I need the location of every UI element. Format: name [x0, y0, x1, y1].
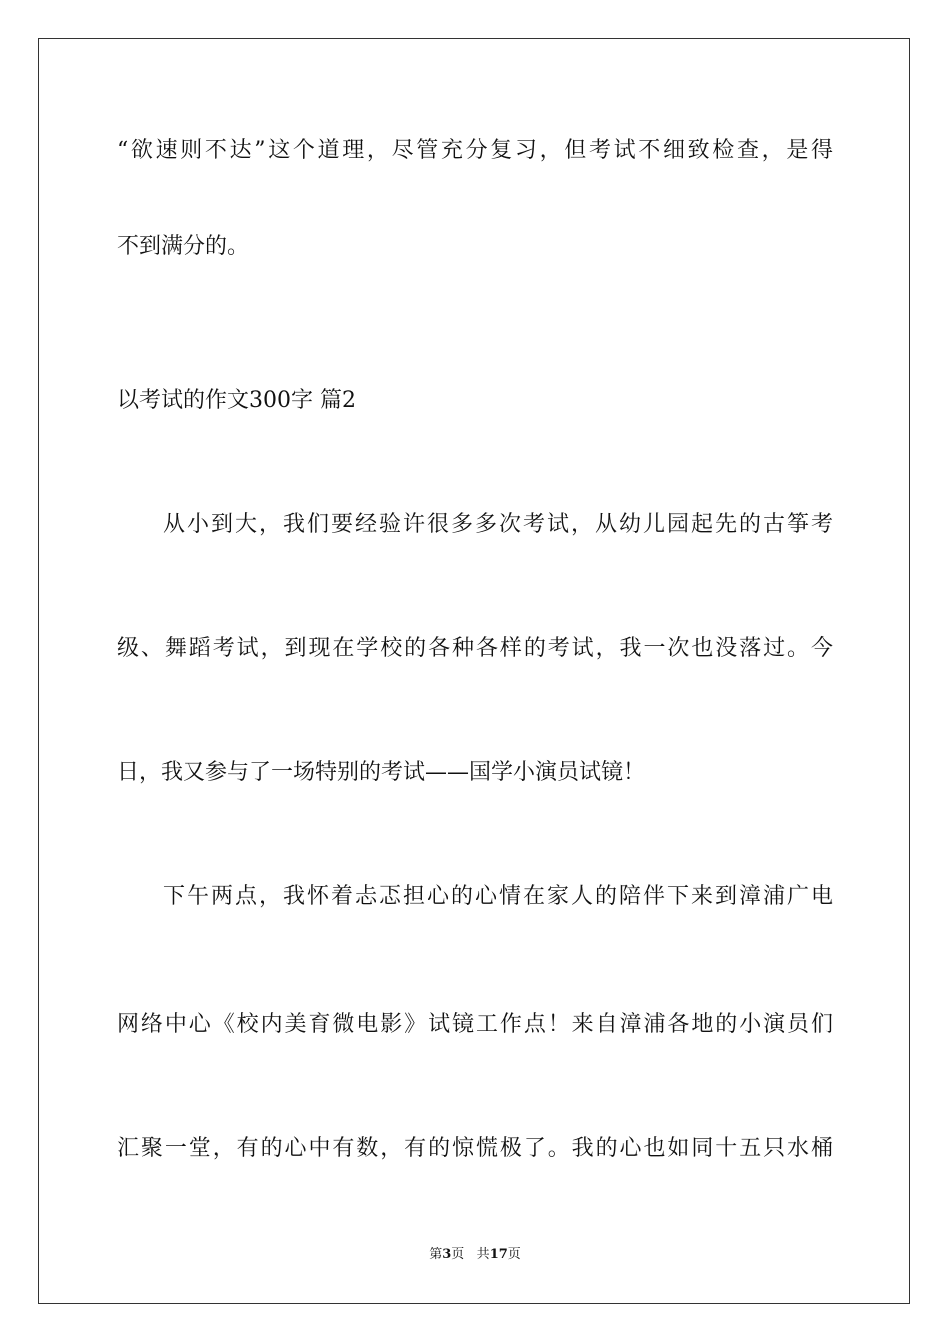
text-line-7: 网络中心《校内美育微电影》试镜工作点！来自漳浦各地的小演员们	[117, 1012, 833, 1037]
footer-page-unit: 页	[451, 1247, 465, 1262]
footer-total-unit: 页	[507, 1247, 521, 1262]
footer-page-prefix: 第	[429, 1247, 443, 1262]
section-heading: 以考试的作文300字 篇2	[117, 388, 356, 413]
text-line-4: 级、舞蹈考试，到现在学校的各种各样的考试，我一次也没落过。今	[117, 636, 833, 661]
footer-page-current: 3	[442, 1247, 452, 1262]
page-footer	[0, 1246, 950, 1264]
footer-total-prefix: 共	[476, 1247, 490, 1262]
page-border	[38, 38, 910, 1304]
text-line-1: “欲速则不达”这个道理，尽管充分复习，但考试不细致检查，是得	[117, 138, 833, 163]
text-line-6: 下午两点，我怀着忐忑担心的心情在家人的陪伴下来到漳浦广电	[163, 884, 833, 909]
text-line-2: 不到满分的。	[117, 234, 250, 259]
text-line-5: 日，我又参与了一场特别的考试——国学小演员试镜！	[117, 760, 646, 785]
footer-page-total: 17	[489, 1247, 508, 1262]
text-line-8: 汇聚一堂，有的心中有数，有的惊慌极了。我的心也如同十五只水桶	[117, 1136, 833, 1161]
text-line-3: 从小到大，我们要经验许很多多次考试，从幼儿园起先的古筝考	[163, 512, 833, 537]
